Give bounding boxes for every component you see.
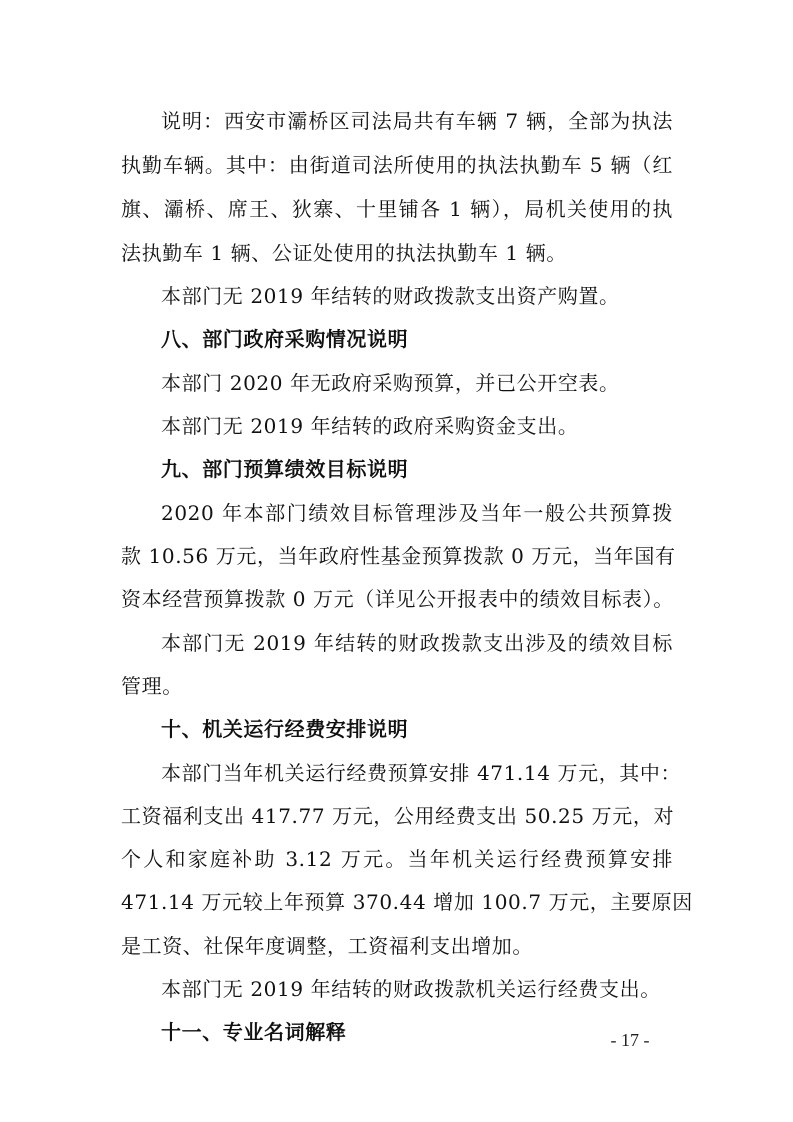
body-line: 管理。	[121, 674, 183, 698]
body-line: 执勤车辆。其中：由街道司法所使用的执法执勤车 5 辆（红	[121, 153, 673, 177]
body-line: 本部门无 2019 年结转的财政拨款支出涉及的绩效目标	[161, 631, 673, 655]
body-line: 旗、灞桥、席王、狄寨、十里铺各 1 辆），局机关使用的执	[121, 197, 673, 221]
body-line: 款 10.56 万元，当年政府性基金预算拨款 0 万元，当年国有	[121, 544, 676, 568]
body-line: 本部门 2020 年无政府采购预算，并已公开空表。	[161, 371, 620, 395]
body-line: 471.14 万元较上年预算 370.44 增加 100.7 万元，主要原因	[121, 890, 693, 914]
body-line: 说明：西安市灞桥区司法局共有车辆 7 辆，全部为执法	[161, 109, 673, 133]
section-heading: 八、部门政府采购情况说明	[161, 327, 409, 351]
section-heading: 十、机关运行经费安排说明	[161, 717, 409, 741]
body-line: 本部门无 2019 年结转的财政拨款支出资产购置。	[161, 284, 620, 308]
body-line: 本部门当年机关运行经费预算安排 471.14 万元，其中：	[161, 761, 682, 785]
body-line: 2020 年本部门绩效目标管理涉及当年一般公共预算拨	[161, 501, 673, 525]
body-line: 资本经营预算拨款 0 万元（详见公开报表中的绩效目标表）。	[121, 587, 674, 611]
page-number: - 17 -	[610, 1030, 650, 1050]
body-line: 本部门无 2019 年结转的财政拨款机关运行经费支出。	[161, 977, 661, 1001]
section-heading: 九、部门预算绩效目标说明	[161, 457, 409, 481]
body-line: 本部门无 2019 年结转的政府采购资金支出。	[161, 414, 579, 438]
section-heading: 十一、专业名词解释	[161, 1020, 347, 1044]
body-line: 个人和家庭补助 3.12 万元。当年机关运行经费预算安排	[121, 847, 673, 871]
body-line: 工资福利支出 417.77 万元，公用经费支出 50.25 万元，对	[121, 804, 675, 828]
body-line: 法执勤车 1 辆、公证处使用的执法执勤车 1 辆。	[121, 241, 567, 265]
body-line: 是工资、社保年度调整，工资福利支出增加。	[121, 934, 533, 958]
